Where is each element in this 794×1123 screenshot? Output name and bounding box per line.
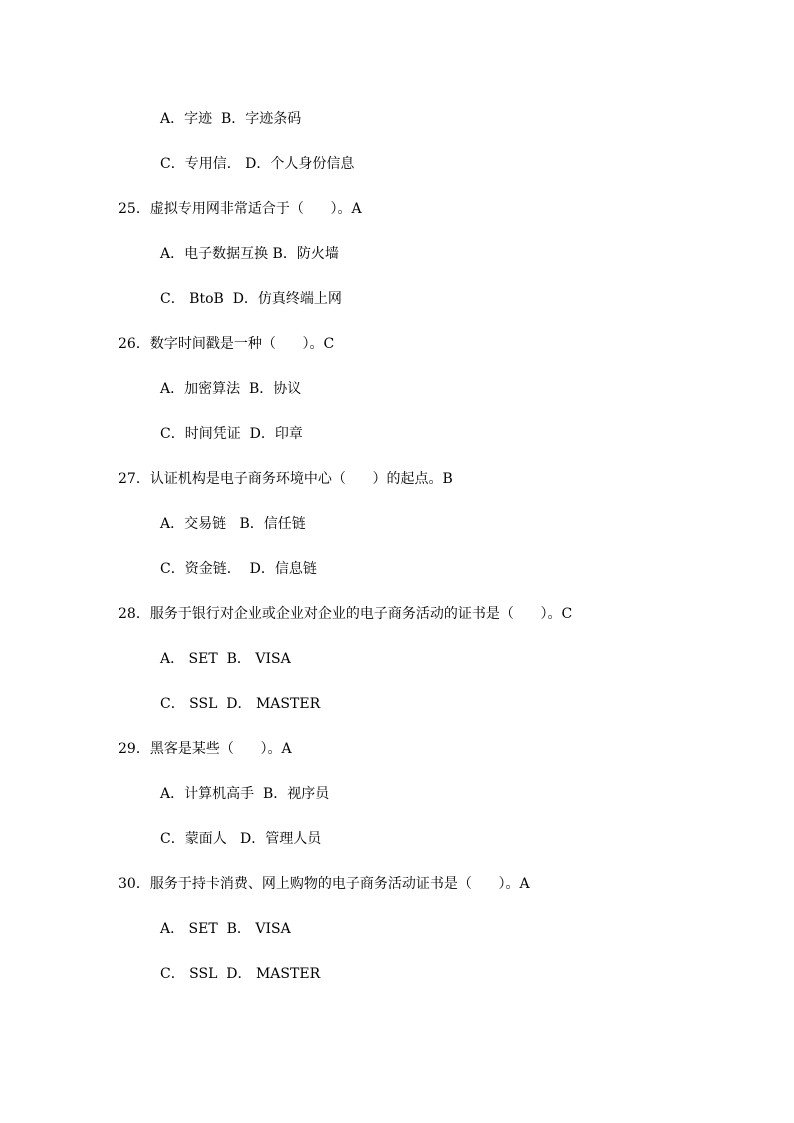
option-line: A． SET B． VISA: [160, 651, 291, 667]
question-line: 28．服务于银行对企业或企业对企业的电子商务活动的证书是（ ）。C: [118, 606, 573, 622]
option-line: C．时间凭证 D．印章: [160, 426, 303, 442]
option-line: A．电子数据互换 B．防火墙: [160, 246, 339, 262]
question-line: 29．黑客是某些（ ）。A: [118, 741, 292, 757]
option-line: A．交易链 B．信任链: [160, 516, 306, 532]
question-line: 25．虚拟专用网非常适合于（ ）。A: [118, 201, 362, 217]
question-line: 27．认证机构是电子商务环境中心（ ）的起点。B: [118, 471, 453, 487]
option-line: C． SSL D． MASTER: [160, 966, 321, 982]
option-line: A．字迹 B．字迹条码: [160, 111, 302, 127]
option-line: C． SSL D． MASTER: [160, 696, 321, 712]
option-line: A．加密算法 B．协议: [160, 381, 302, 397]
option-line: C．专用信． D．个人身份信息: [160, 156, 355, 172]
question-line: 30．服务于持卡消费、网上购物的电子商务活动证书是（ ）。A: [118, 876, 530, 892]
option-line: A． SET B． VISA: [160, 921, 291, 937]
question-line: 26．数字时间戳是一种（ ）。C: [118, 336, 335, 352]
option-line: C．蒙面人 D．管理人员: [160, 831, 322, 847]
option-line: C． BtoB D．仿真终端上网: [160, 291, 342, 307]
option-line: A．计算机高手 B．视序员: [160, 786, 330, 802]
option-line: C．资金链． D．信息链: [160, 561, 317, 577]
